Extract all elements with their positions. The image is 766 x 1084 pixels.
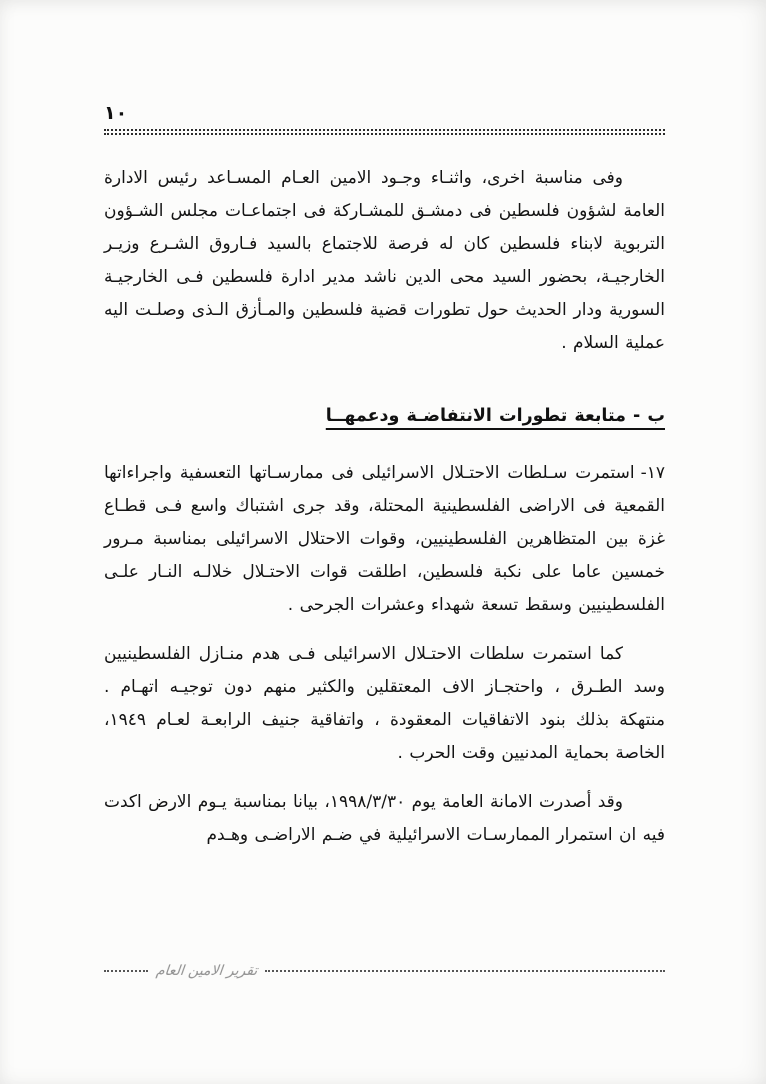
- footer-handwritten-note: تقرير الامين العام: [155, 963, 259, 979]
- footer-dotted-rule-left: [104, 970, 148, 972]
- list-item-number: ١٧-: [640, 463, 665, 483]
- footer-dotted-rule-right: [265, 970, 665, 972]
- header-dotted-rule: [104, 129, 665, 135]
- list-item-text: استمرت سـلطات الاحتـلال الاسرائيلى فى ممارسـاتها التعسفية واجراءاتها القمعية فى الاراضى الفلسطينية المحتلة، وقد جرى اشتباك واسع فـى قطـاع غزة بين المتظاهرين الفلسطينيين، وقوات الاحتلال الاسرائيلى بمناسبة مـرور خمسين عاما على نكبة فلسطين، اطلقت قوات الاحتـلال خلالـه النـار علـى الفلسطينيين وسقط تسعة شهداء وعشرات الجرحى .: [104, 463, 665, 615]
- section-heading: ب - متابعة تطورات الانتفاضـة ودعمهــا: [325, 406, 665, 426]
- paragraph-intro: وفى مناسبة اخرى، واثنـاء وجـود الامين العـام المسـاعد رئيس الادارة العامة لشؤون فلسطين فى دمشـق للمشـاركة فى اجتماعـات مجلس الشـؤون التربوية لابناء فلسطين كان له فرصة للاجتماع بالسيد فـاروق الشـرع وزيـر الخارجيـة، بحضور السيد محى الدين ناشد مدير ادارة فلسطين فـى الخارجيـة السورية ودار الحديث حول تطورات قضية فلسطين والمـأزق الـذى وصلـت اليه عملية السلام .: [104, 168, 665, 353]
- page-footer: [104, 963, 665, 979]
- page-number: ١٠: [104, 102, 128, 124]
- paragraph-statement: وقد أصدرت الامانة العامة يوم ١٩٩٨/٣/٣٠، بيانا بمناسبة يـوم الارض اكدت فيه ان استمرار الممارسـات الاسرائيلية في ضـم الاراضـى وهـدم: [104, 792, 665, 845]
- paragraph-demolitions: كما استمرت سلطات الاحتـلال الاسرائيلى فـى هدم منـازل الفلسطينيين وسد الطـرق ، واحتجـاز الاف المعتقلين والكثير منهم دون توجيـه اتهـام . منتهكة بذلك بنود الاتفاقيات المعقودة ، واتفاقية جنيف الرابعـة لعـام ١٩٤٩، الخاصة بحماية المدنيين وقت الحرب .: [104, 644, 665, 763]
- list-item-17: [104, 457, 665, 622]
- document-body: [104, 162, 665, 852]
